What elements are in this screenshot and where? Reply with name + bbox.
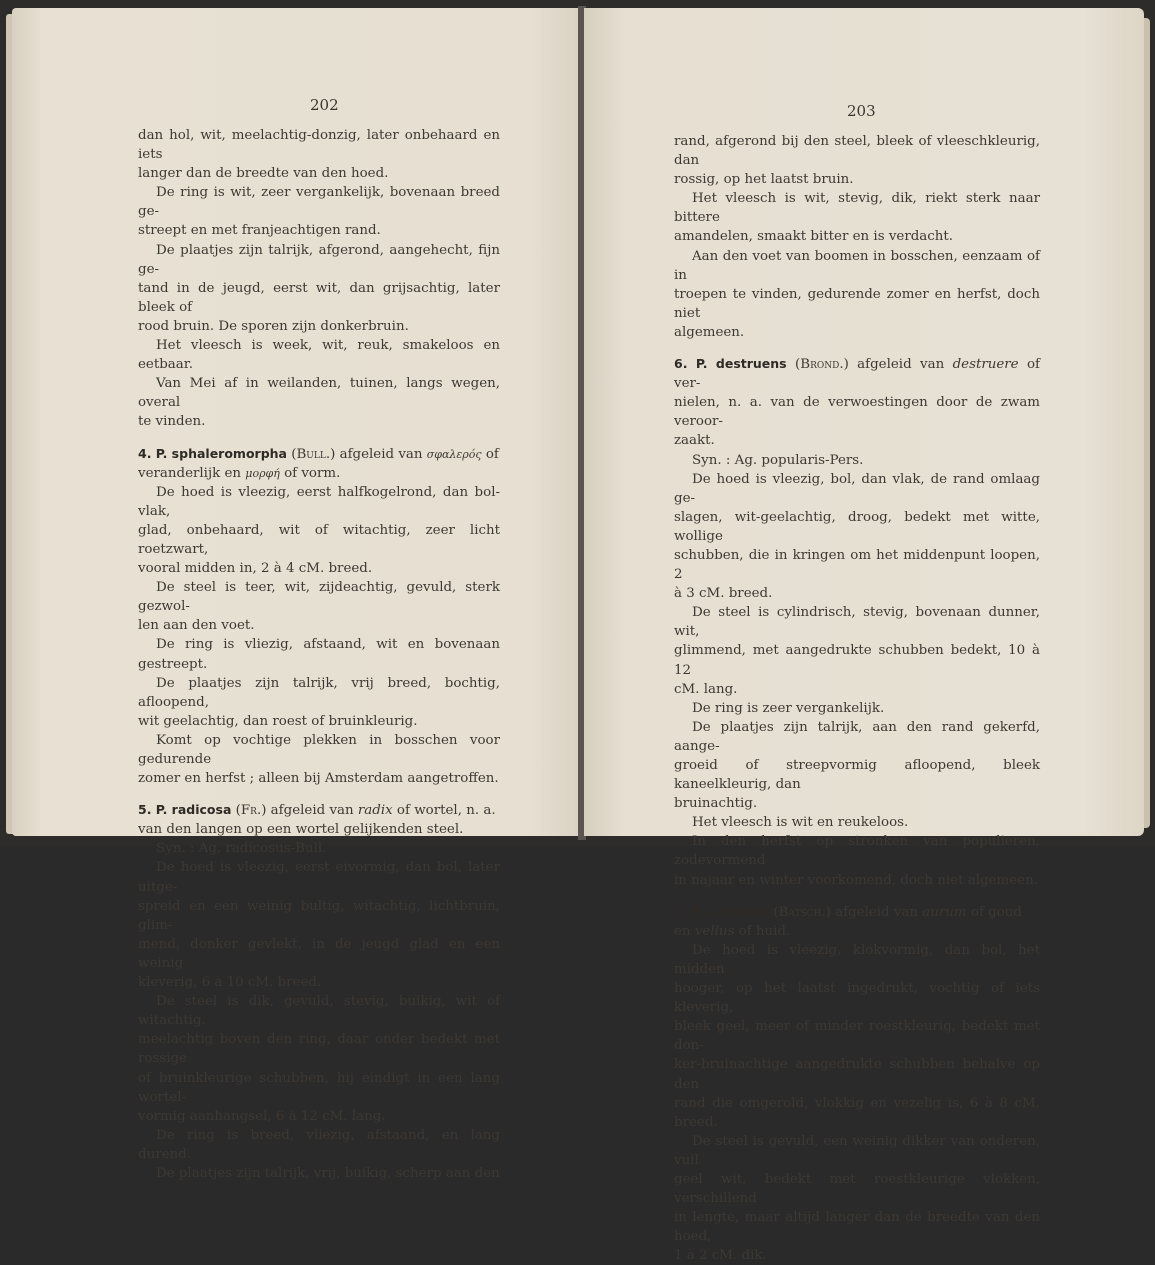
text-line: De hoed is vleezig, bol, dan vlak, de rand omlaag ge- — [674, 471, 1040, 506]
text-line: kleverig, 6 à 10 cM. breed. — [138, 975, 322, 991]
section-5-heading: 5. P. radicosa (Fr.) afgeleid van radix of wortel, n. a. — [138, 802, 496, 819]
text-line: troepen te vinden, gedurende zomer en herfst, doch niet — [674, 286, 1040, 321]
text-line: tand in de jeugd, eerst wit, dan grijsachtig, later bleek of — [138, 280, 500, 315]
text-line: vooral midden in, 2 à 4 cM. breed. — [138, 561, 373, 577]
text-line: De plaatjes zijn talrijk, vrij, buikig, scherp aan den — [156, 1165, 500, 1181]
text-line: In den herfst op stronken van populieren, zodevormend — [674, 834, 1040, 869]
text-line: De ring is wit, zeer vergankelijk, bovenaan breed ge- — [138, 185, 500, 220]
left-page — [12, 8, 582, 1181]
text-line: rossig, op het laatst bruin. — [674, 172, 854, 188]
text-line: rand, afgerond bij den steel, bleek of vleeschkleurig, dan — [674, 134, 1040, 169]
section-6-heading: 6. P. destruens (Brond.) afgeleid van destruere of ver- — [674, 356, 1040, 392]
text-line: spreid en een weinig bultig, witachtig, lichtbruin, glim- — [138, 898, 500, 933]
text-line: groeid of streepvormig afloopend, bleek kaneelkleurig, dan — [674, 758, 1040, 793]
text-line: à 3 cM. breed. — [674, 586, 773, 602]
text-line: 1 à 2 cM. dik. — [674, 1248, 767, 1264]
page-number: 203 — [847, 102, 876, 120]
text-line: of bruinkleurige schubben, hij eindigt in een lang wortel- — [138, 1070, 500, 1105]
text-line: rood bruin. De sporen zijn donkerbruin. — [138, 318, 409, 334]
text-line: bruinachtig. — [674, 796, 758, 812]
text-line: De plaatjes zijn talrijk, vrij breed, bochtig, afloopend, — [138, 675, 500, 710]
text-line: De steel is cylindrisch, stevig, bovenaan dunner, wit, — [674, 605, 1040, 640]
text-line: De plaatjes zijn talrijk, aan den rand gekerfd, aange- — [674, 719, 1040, 754]
text-line: amandelen, smaakt bitter en is verdacht. — [674, 229, 954, 245]
text-line: De steel is dik, gevuld, stevig, buikig, wit of witachtig. — [138, 994, 500, 1029]
text-line: geel wit, bedekt met roestkleurige vlokken, verschillend — [674, 1171, 1040, 1207]
paragraph-block — [674, 393, 1040, 889]
text-line: Syn. : Ag. radicosus-Bull. — [156, 841, 327, 857]
text-line: bleek geel, meer of minder roestkleurig, bedekt met don- — [674, 1019, 1040, 1054]
text-line: nielen, n. a. van de verwoestingen door de zwam veroor- — [674, 395, 1040, 430]
text-line: De steel is teer, wit, zijdeachtig, gevuld, sterk gezwol- — [138, 580, 500, 615]
left-page-text — [138, 126, 500, 1183]
page-number: 202 — [310, 96, 339, 114]
text-line: wit geelachtig, dan roest of bruinkleurig. — [138, 713, 418, 729]
paragraph-block — [138, 126, 500, 432]
text-line: glimmend, met aangedrukte schubben bedekt, 10 à 12 — [674, 643, 1040, 678]
right-page — [584, 8, 1144, 1264]
text-line: zomer en herfst ; alleen bij Amsterdam aangetroffen. — [138, 771, 499, 787]
section-4-heading: 4. P. sphaleromorpha (Bull.) afgeleid van σφαλερός of — [138, 445, 499, 462]
text-line: De ring is vliezig, afstaand, wit en bovenaan gestreept. — [138, 637, 500, 672]
text-line: De ring is breed, vliezig, afstaand, en lang durend. — [138, 1127, 500, 1162]
text-line: cM. lang. — [674, 681, 738, 697]
paragraph-block — [674, 941, 1040, 1265]
section-4-line2: veranderlijk en μορφή of vorm. — [138, 465, 341, 481]
text-line: Het vleesch is wit, stevig, dik, riekt sterk naar bittere — [674, 191, 1040, 226]
text-line: vormig aanhangsel, 6 à 12 cM. lang. — [138, 1108, 386, 1124]
text-line: mend, donker gevlekt, in de jeugd glad en een weinig — [138, 936, 500, 971]
text-line: in najaar en winter voorkomend, doch niet algemeen. — [674, 872, 1038, 888]
text-line: De hoed is vleezig, eerst eivormig, dan bol, later uitge- — [138, 860, 500, 895]
paragraph-block — [138, 820, 500, 1183]
text-line: De steel is gevuld, een weinig dikker van onderen, vuil — [674, 1133, 1040, 1168]
text-line: Syn. : Ag. popularis-Pers. — [692, 452, 864, 468]
text-line: hooger, op het laatst ingedrukt, vochtig of iets kleverig, — [674, 981, 1040, 1016]
text-line: Komt op vochtige plekken in bosschen voor gedurende — [138, 732, 500, 767]
text-line: De ring is zeer vergankelijk. — [692, 700, 885, 716]
text-line: Van Mei af in weilanden, tuinen, langs wegen, overal — [138, 376, 500, 411]
text-line: slagen, wit-geelachtig, droog, bedekt met witte, wollige — [674, 509, 1040, 544]
text-line: rand die omgerold, vlokkig en vezelig is, 6 à 8 cM. breed. — [674, 1095, 1040, 1130]
text-line: De hoed is vleezig, klokvormig, dan bol, het midden — [674, 942, 1040, 977]
text-line: meelachtig boven den ring, daar onder bedekt met rossige — [138, 1032, 500, 1067]
right-page-text — [674, 132, 1040, 1265]
text-line: Het vleesch is wit en reukeloos. — [692, 815, 909, 831]
text-line: De plaatjes zijn talrijk, afgerond, aangehecht, fijn ge- — [138, 242, 500, 277]
text-line: schubben, die in kringen om het middenpunt loopen, 2 — [674, 547, 1040, 583]
text-line: Het vleesch is week, wit, reuk, smakeloos en eetbaar. — [138, 338, 500, 373]
text-line: zaakt. — [674, 433, 715, 449]
text-line: langer dan de breedte van den hoed. — [138, 166, 389, 182]
paragraph-block — [138, 483, 500, 789]
text-line: De hoed is vleezig, eerst halfkogelrond, dan bol-vlak, — [138, 484, 500, 519]
text-line: Aan den voet van boomen in bosschen, eenzaam of in — [674, 248, 1040, 283]
paragraph-block — [674, 132, 1040, 342]
text-line: ker-bruinachtige aangedrukte schubben behalve op den — [674, 1057, 1040, 1092]
text-line: te vinden. — [138, 414, 206, 430]
text-line: glad, onbehaard, wit of witachtig, zeer licht roetzwart, — [138, 522, 500, 557]
text-line: streept en met franjeachtigen rand. — [138, 223, 381, 239]
text-line: van den langen op een wortel gelijkenden steel. — [138, 822, 464, 838]
text-line: algemeen. — [674, 324, 745, 340]
section-7-line2: en vellus of huid. — [674, 923, 791, 939]
text-line: in lengte, maar altijd langer dan de breedte van den hoed, — [674, 1210, 1040, 1245]
text-line: len aan den voet. — [138, 618, 255, 634]
text-line: dan hol, wit, meelachtig-donzig, later onbehaard en iets — [138, 128, 500, 163]
section-7-heading: 7. P. aurivella (Batsch.) afgeleid van aurum of goud — [674, 903, 1022, 920]
